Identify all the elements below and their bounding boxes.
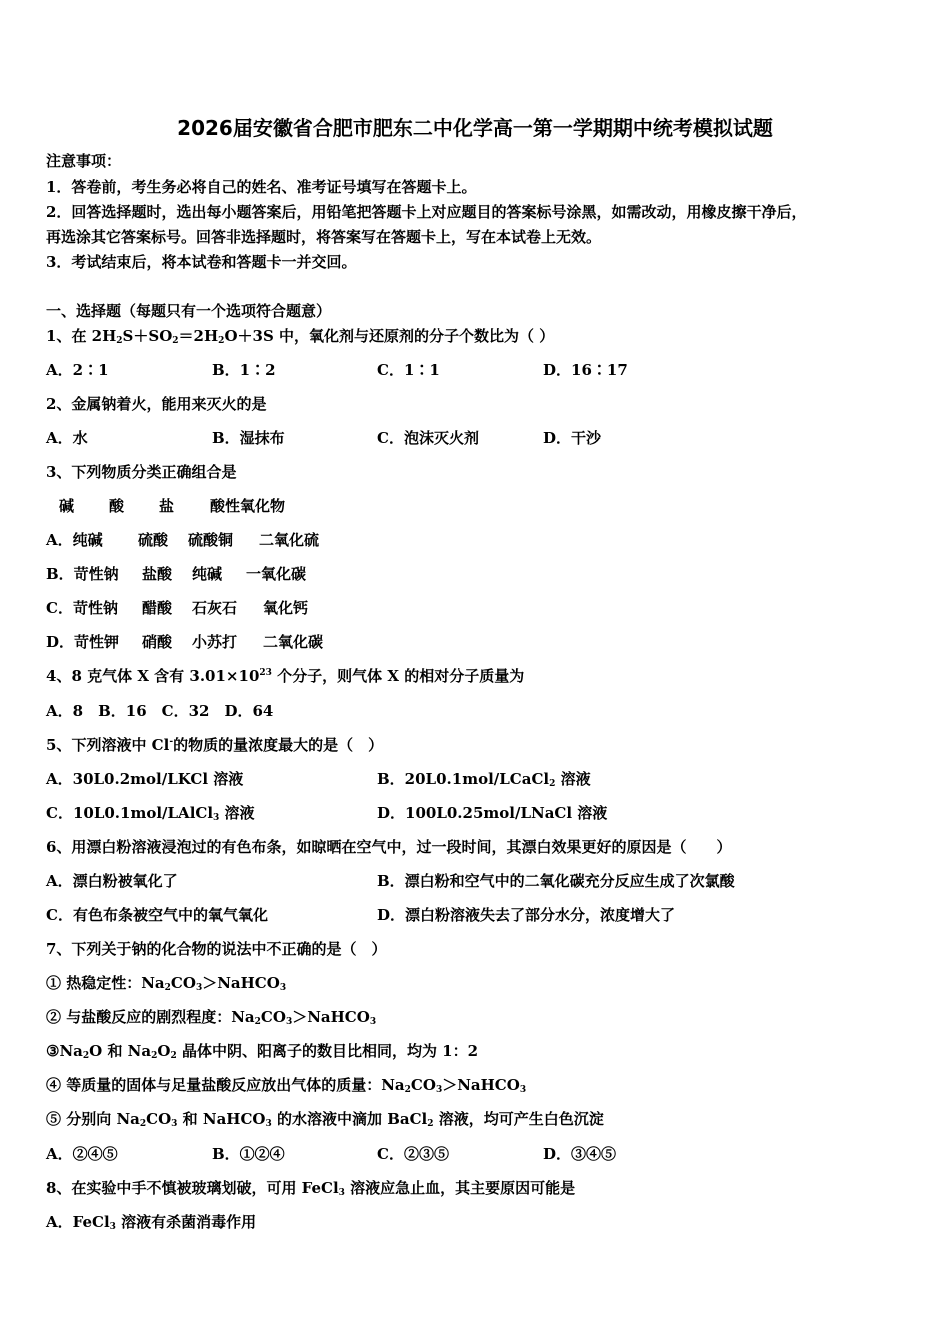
table-header-base: 碱 (59, 497, 75, 515)
q4-text: 个分子，则气体 X 的相对分子质量为 (271, 667, 525, 685)
notice-item-1: 1．答卷前，考生务必将自己的姓名、准考证号填写在答题卡上。 (46, 178, 477, 196)
q7-text: ④ 等质量的固体与足量盐酸反应放出气体的质量：Na (46, 1076, 405, 1094)
q8-option-a (46, 1212, 256, 1232)
q7-option-d: D．③④⑤ (543, 1145, 617, 1163)
subscript: 3 (279, 983, 287, 993)
q3-row-c-oxide: 氧化钙 (263, 599, 309, 617)
q2-option-c: C．泡沫灭火剂 (377, 429, 479, 447)
q5-option-a: A．30L0.2mol/LKCl 溶液 (46, 770, 244, 788)
q1-option-a: A．2∶1 (46, 361, 109, 379)
subscript: 2 (549, 779, 556, 789)
q1-text: ＝2H (178, 327, 219, 345)
question-4 (46, 666, 524, 686)
q3-row-d-salt: 小苏打 (192, 633, 238, 651)
q7-text: CO (260, 1008, 286, 1026)
subscript: 3 (171, 1119, 178, 1129)
superscript: - (169, 737, 174, 747)
subscript: 2 (116, 336, 123, 346)
q7-statement-2 (46, 1007, 376, 1027)
notice-heading: 注意事项： (46, 152, 122, 170)
q7-text: 溶液，均可产生白色沉淀 (433, 1110, 604, 1128)
q7-text: 晶体中阴、阳离子的数目比相同，均为 1：2 (176, 1042, 479, 1060)
q2-option-b: B．湿抹布 (212, 429, 285, 447)
subscript: 3 (195, 983, 203, 993)
notice-item-2-cont: 再选涂其它答案标号。回答非选择题时，将答案写在答题卡上，写在本试卷上无效。 (46, 228, 602, 246)
q7-statement-1 (46, 973, 286, 993)
question-number: 4、 (46, 667, 72, 685)
q3-row-a-acid: 硫酸 (138, 531, 169, 549)
table-header-acidic-oxide: 酸性氧化物 (210, 497, 286, 515)
q7-text: CO (170, 974, 196, 992)
table-header-salt: 盐 (159, 497, 175, 515)
q5-option-c-text: 溶液 (219, 804, 255, 822)
q1-text: 在 2H (71, 327, 117, 345)
q3-row-d-acid: 硝酸 (142, 633, 173, 651)
subscript: 3 (213, 813, 220, 823)
question-number: 1、 (46, 327, 72, 345)
q6-option-c: C．有色布条被空气中的氧气氧化 (46, 906, 268, 924)
subscript: 3 (369, 1017, 377, 1027)
q3-row-b-base: B．苛性钠 (46, 565, 119, 583)
q7-text: CO (146, 1110, 172, 1128)
q3-row-c-acid: 醋酸 (142, 599, 173, 617)
q7-text: ③Na (46, 1042, 83, 1060)
q3-row-c-base: C．苛性钠 (46, 599, 118, 617)
q7-statement-3 (46, 1041, 478, 1061)
q3-row-b-oxide: 一氧化碳 (246, 565, 307, 583)
page-title: 2026届安徽省合肥市肥东二中化学高一第一学期期中统考模拟试题 (177, 116, 773, 140)
q1-text: O＋3S 中，氧化剂与还原剂的分子个数比为（ ） (224, 327, 555, 345)
q8-option-a-text: 溶液有杀菌消毒作用 (115, 1213, 257, 1231)
q3-row-b-acid: 盐酸 (142, 565, 173, 583)
q7-text: CO (410, 1076, 436, 1094)
q2-option-d: D．干沙 (543, 429, 602, 447)
q6-option-d: D．漂白粉溶液失去了部分水分，浓度增大了 (377, 906, 676, 924)
q7-statement-4 (46, 1075, 526, 1095)
q8-text: 溶液应急止血，其主要原因可能是 (344, 1179, 576, 1197)
q3-row-b-salt: 纯碱 (192, 565, 223, 583)
q7-text: ＞NaHCO (202, 974, 280, 992)
question-3: 3、下列物质分类正确组合是 (46, 463, 237, 481)
q8-text: 8、在实验中手不慎被玻璃划破，可用 FeCl (46, 1179, 339, 1197)
q3-row-c-salt: 石灰石 (192, 599, 238, 617)
subscript: 3 (338, 1188, 345, 1198)
q3-row-a-salt: 硫酸铜 (188, 531, 234, 549)
notice-item-2: 2．回答选择题时，选出每小题答案后，用铅笔把答题卡上对应题目的答案标号涂黑，如需改动，用橡皮擦干净后， (46, 203, 807, 221)
q3-row-a-oxide: 二氧化硫 (259, 531, 320, 549)
q4-options: A．8 B．16 C．32 D．64 (46, 702, 274, 720)
subscript: 2 (82, 1051, 90, 1061)
subscript: 3 (265, 1119, 272, 1129)
subscript: 2 (404, 1085, 411, 1095)
question-8 (46, 1178, 575, 1198)
section-heading: 一、选择题（每题只有一个选项符合题意） (46, 302, 332, 320)
q1-option-b: B．1∶2 (212, 361, 276, 379)
subscript: 2 (139, 1119, 147, 1129)
q8-option-a-text: A．FeCl (46, 1213, 110, 1231)
subscript: 2 (151, 1051, 158, 1061)
q7-text: ② 与盐酸反应的剧烈程度：Na (46, 1008, 255, 1026)
q7-text: 和 NaHCO (177, 1110, 266, 1128)
q5-text: 的物质的量浓度最大的是（ ） (173, 736, 384, 754)
subscript: 2 (254, 1017, 261, 1027)
q7-statement-5 (46, 1109, 604, 1129)
subscript: 2 (427, 1119, 434, 1129)
question-7: 7、下列关于钠的化合物的说法中不正确的是（ ） (46, 940, 387, 958)
subscript: 2 (164, 983, 171, 993)
notice-item-3: 3．考试结束后，将本试卷和答题卡一并交回。 (46, 253, 357, 271)
table-header-acid: 酸 (109, 497, 125, 515)
q7-text: O 和 Na (89, 1042, 152, 1060)
q7-text: ＞NaHCO (292, 1008, 370, 1026)
q5-option-b-text: 溶液 (555, 770, 591, 788)
q7-text: ① 热稳定性：Na (46, 974, 165, 992)
q3-row-d-oxide: 二氧化碳 (263, 633, 324, 651)
q7-text: ＞NaHCO (442, 1076, 520, 1094)
subscript: 3 (435, 1085, 443, 1095)
question-6: 6、用漂白粉溶液浸泡过的有色布条，如晾晒在空气中，过一段时间，其漂白效果更好的原因是（ ） (46, 838, 732, 856)
subscript: 3 (109, 1222, 116, 1232)
q7-option-b: B．①②④ (212, 1145, 285, 1163)
q5-option-b (377, 769, 591, 789)
q2-option-a: A．水 (46, 429, 88, 447)
subscript: 3 (519, 1085, 527, 1095)
q5-option-c-text: C．10L0.1mol/LAlCl (46, 804, 214, 822)
q5-option-d: D．100L0.25mol/LNaCl 溶液 (377, 804, 608, 822)
question-5 (46, 735, 383, 755)
q6-option-a: A．漂白粉被氧化了 (46, 872, 178, 890)
q5-option-b-text: B．20L0.1mol/LCaCl (377, 770, 550, 788)
question-number: 5、 (46, 736, 72, 754)
q1-option-c: C．1∶1 (377, 361, 440, 379)
q7-text: ⑤ 分别向 Na (46, 1110, 140, 1128)
superscript: 23 (259, 668, 272, 678)
q1-text: S＋SO (122, 327, 173, 345)
question-1 (46, 326, 554, 346)
q3-row-a-base: A．纯碱 (46, 531, 103, 549)
subscript: 3 (285, 1017, 293, 1027)
q5-text: 下列溶液中 Cl (71, 736, 170, 754)
q7-text: 的水溶液中滴加 BaCl (271, 1110, 428, 1128)
q6-option-b: B．漂白粉和空气中的二氧化碳充分反应生成了次氯酸 (377, 872, 735, 890)
subscript: 2 (218, 336, 225, 346)
question-2: 2、金属钠着火，能用来灭火的是 (46, 395, 267, 413)
q7-option-a: A．②④⑤ (46, 1145, 118, 1163)
q3-row-d-base: D．苛性钾 (46, 633, 120, 651)
q7-option-c: C．②③⑤ (377, 1145, 449, 1163)
subscript: 2 (172, 336, 179, 346)
q7-text: O (157, 1042, 171, 1060)
q1-option-d: D．16∶17 (543, 361, 628, 379)
subscript: 2 (170, 1051, 177, 1061)
q5-option-c (46, 803, 255, 823)
q4-text: 8 克气体 X 含有 3.01×10 (71, 667, 260, 685)
